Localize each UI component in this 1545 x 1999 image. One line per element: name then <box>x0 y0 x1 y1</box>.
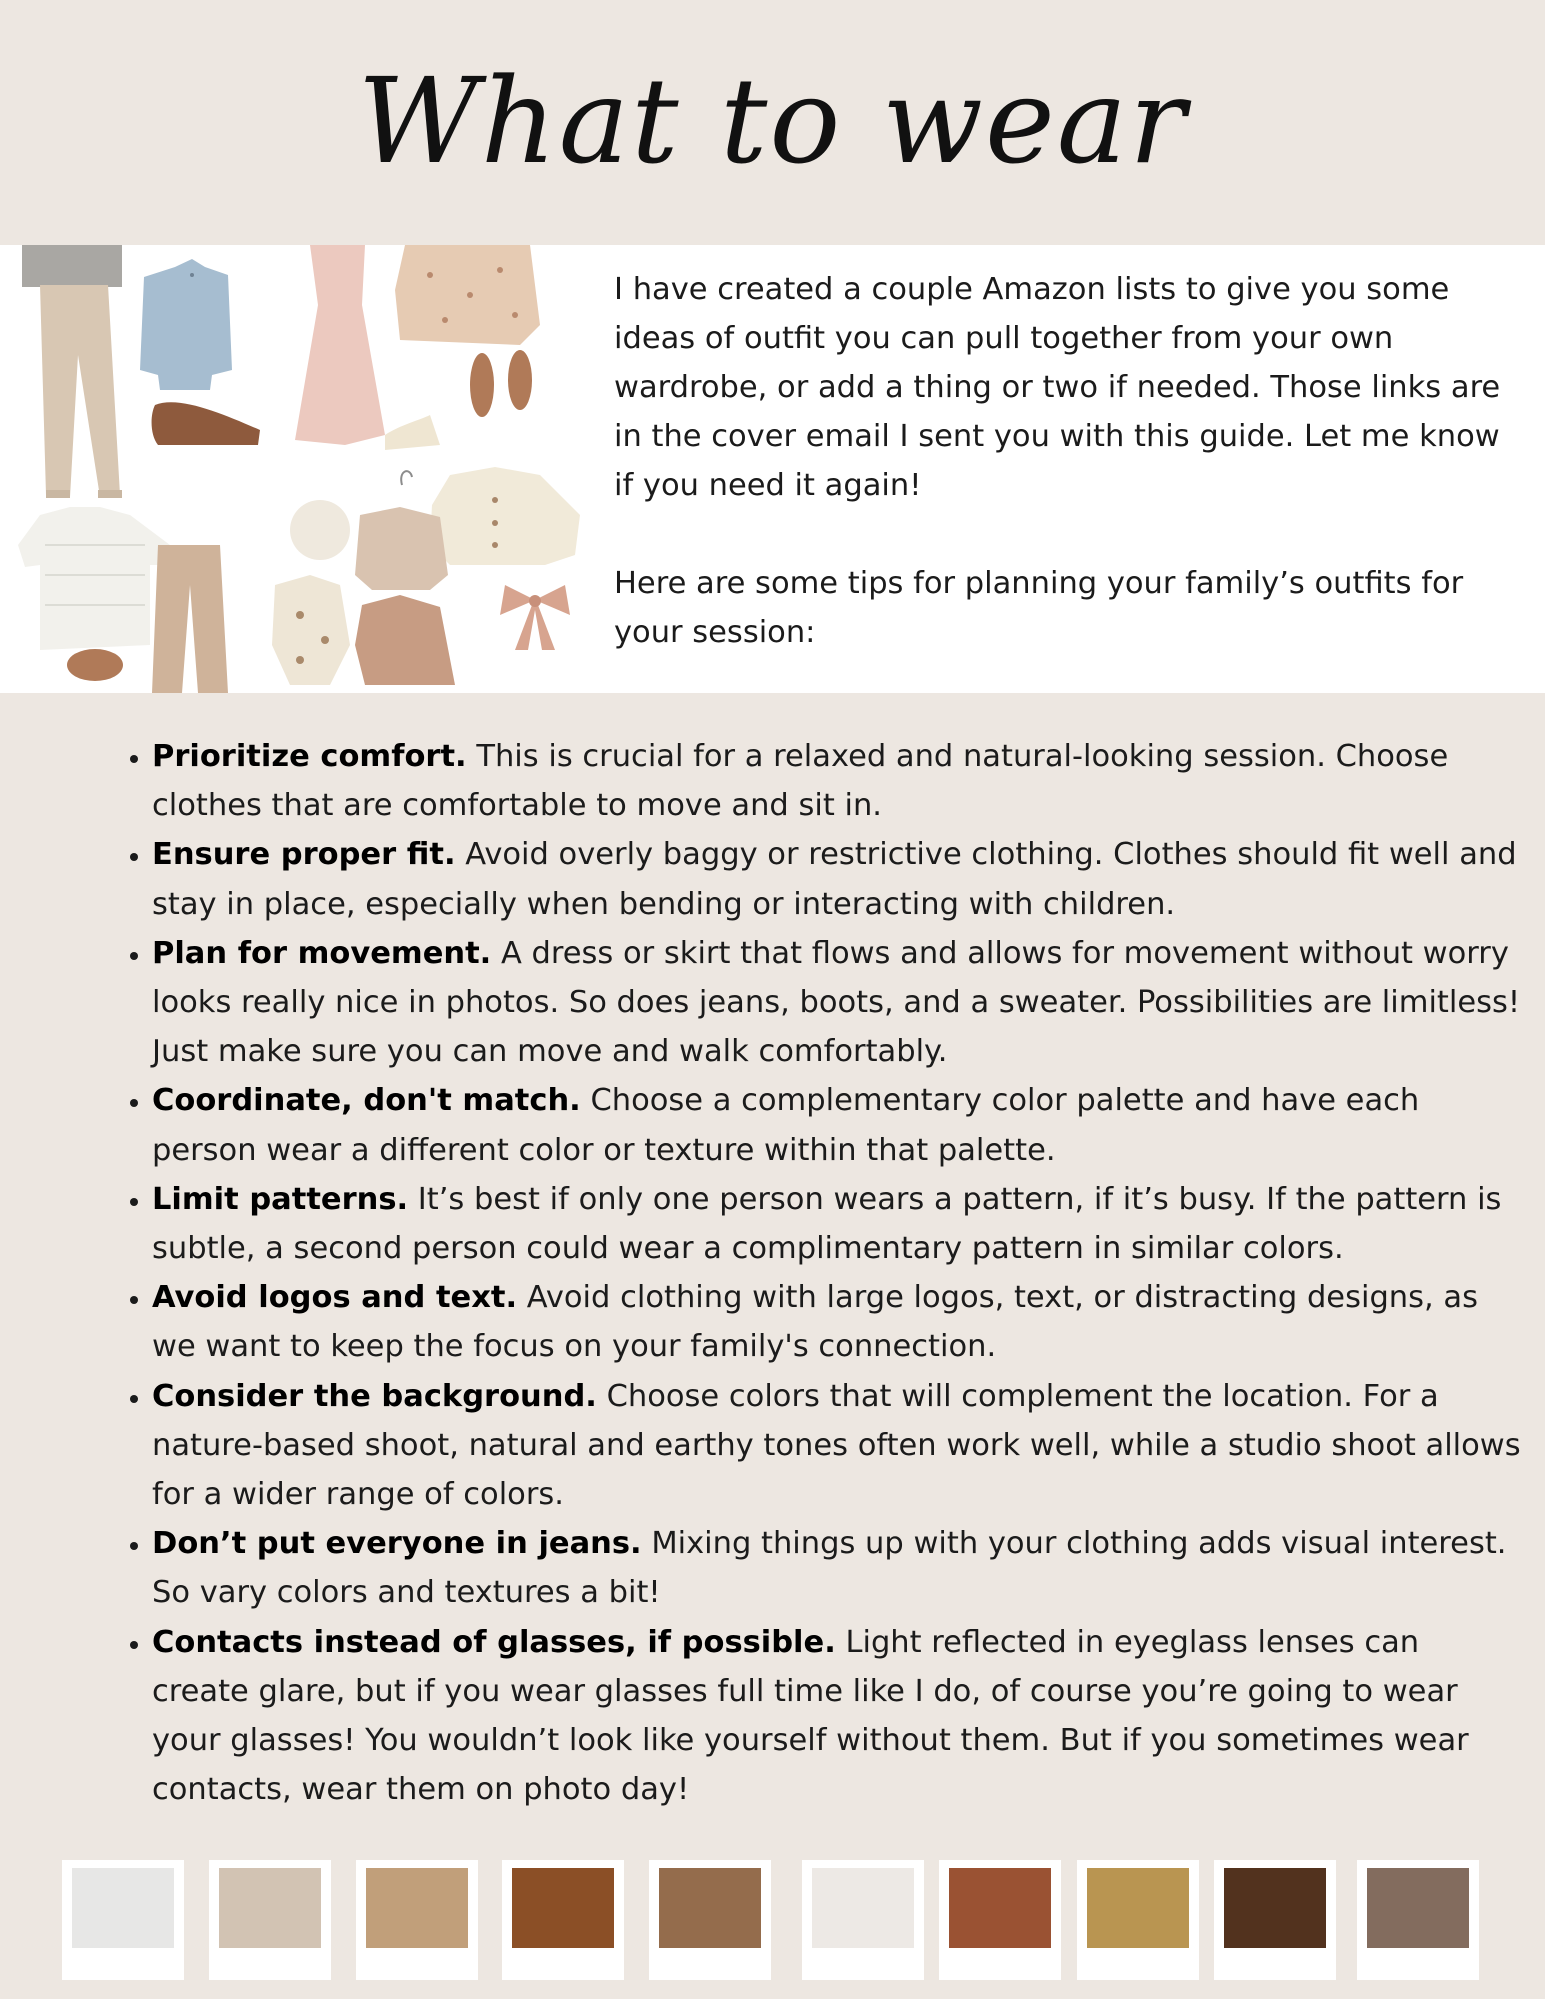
palette-swatch <box>356 1860 478 1980</box>
swatch-color <box>659 1868 761 1948</box>
swatch-color <box>812 1868 914 1948</box>
striped-tee-illustration <box>18 507 170 650</box>
swatch-color <box>219 1868 321 1948</box>
tip-heading: Don’t put everyone in jeans. <box>152 1526 642 1562</box>
intro-section <box>0 245 1545 693</box>
color-palette <box>62 1860 1482 1980</box>
tip-text: It’s best if only one person wears a pattern, if it’s busy. If the pattern is subtle, a second person could wear a complimentary pattern in similar colors. <box>152 1181 1502 1267</box>
tip-item <box>152 929 1522 1077</box>
tip-text: This is crucial for a relaxed and natural-looking session. Choose clothes that are comfortable to move and sit in. <box>152 739 1449 824</box>
tip-text: Light reflected in eyeglass lenses can create glare, but if you wear glasses full time like I do, of course you’re going to wear your glasses! You wouldn’t look like yourself without them. But if you sometimes wear contacts, wear them on photo day! <box>152 1624 1469 1808</box>
pink-dress-illustration <box>295 245 385 445</box>
tip-item <box>152 1618 1522 1815</box>
tip-item <box>152 830 1522 928</box>
baby-clothes-illustration <box>272 471 455 685</box>
swatch-color <box>366 1868 468 1948</box>
tip-item <box>152 732 1522 830</box>
tip-text: A dress or skirt that flows and allows for movement without worry looks really nice in photos. So does jeans, boots, and a sweater. Possibilities are limitless! Just make sure you can move and walk comfortably. <box>152 935 1521 1070</box>
outfit-collage-image <box>0 245 590 693</box>
swatch-color <box>1224 1868 1326 1948</box>
cream-cardigan-illustration <box>430 467 580 565</box>
tip-heading: Prioritize comfort. <box>152 739 467 774</box>
tip-item <box>152 1273 1522 1371</box>
tip-heading: Limit patterns. <box>152 1181 409 1217</box>
swatch-color <box>1367 1868 1469 1948</box>
swatch-color <box>1087 1868 1189 1948</box>
tip-heading: Ensure proper fit. <box>152 837 456 873</box>
tip-heading: Coordinate, don't match. <box>152 1083 581 1119</box>
blue-henley-illustration <box>140 259 232 390</box>
sandals-illustration <box>385 350 532 450</box>
swatch-color <box>512 1868 614 1948</box>
kid-pants-illustration <box>152 545 228 693</box>
tip-heading: Plan for movement. <box>152 935 492 971</box>
palette-swatch <box>649 1860 771 1980</box>
tip-text: Mixing things up with your clothing adds visual interest. So vary colors and textures a bit! <box>152 1526 1507 1611</box>
pink-bow-illustration <box>500 585 570 650</box>
palette-swatch <box>209 1860 331 1980</box>
kid-shoes-illustration <box>67 649 123 681</box>
tip-text: Choose colors that will complement the location. For a nature-based shoot, natural and earthy tones often work well, while a studio shoot allows for a wider range of colors. <box>152 1378 1521 1513</box>
palette-swatch <box>1077 1860 1199 1980</box>
brown-shoe-illustration <box>152 402 260 445</box>
swatch-color <box>949 1868 1051 1948</box>
palette-swatch <box>802 1860 924 1980</box>
intro-paragraph: Here are some tips for planning your family’s outfits for your session: <box>614 566 1464 650</box>
khaki-pants-illustration <box>22 245 122 498</box>
palette-swatch <box>939 1860 1061 1980</box>
tip-heading: Avoid logos and text. <box>152 1280 518 1316</box>
tip-text: Avoid overly baggy or restrictive clothing. Clothes should fit well and stay in place, especially when bending or interacting with children. <box>152 837 1517 922</box>
intro-text <box>614 265 1514 657</box>
palette-swatch <box>502 1860 624 1980</box>
tip-item <box>152 1519 1522 1617</box>
swatch-color <box>72 1868 174 1948</box>
title-band <box>0 0 1545 245</box>
page-title: What to wear <box>357 52 1188 190</box>
tip-heading: Consider the background. <box>152 1378 597 1414</box>
floral-skirt-illustration <box>395 245 540 345</box>
tip-heading: Contacts instead of glasses, if possible. <box>152 1624 836 1660</box>
palette-swatch <box>1357 1860 1479 1980</box>
intro-paragraph: I have created a couple Amazon lists to give you some ideas of outfit you can pull together from your own wardrobe, or add a thing or two if needed. Those links are in the cover email I sent you with this guide. Let me know if you need it again! <box>614 272 1501 503</box>
tip-text: Avoid clothing with large logos, text, or distracting designs, as we want to keep the focus on your family's connection. <box>152 1280 1478 1365</box>
tip-item <box>152 1372 1522 1520</box>
tip-item <box>152 1076 1522 1174</box>
tip-item <box>152 1175 1522 1273</box>
palette-swatch <box>62 1860 184 1980</box>
tip-text: Choose a complementary color palette and have each person wear a different color or texture within that palette. <box>152 1083 1420 1168</box>
tips-list <box>100 732 1522 1814</box>
palette-swatch <box>1214 1860 1336 1980</box>
